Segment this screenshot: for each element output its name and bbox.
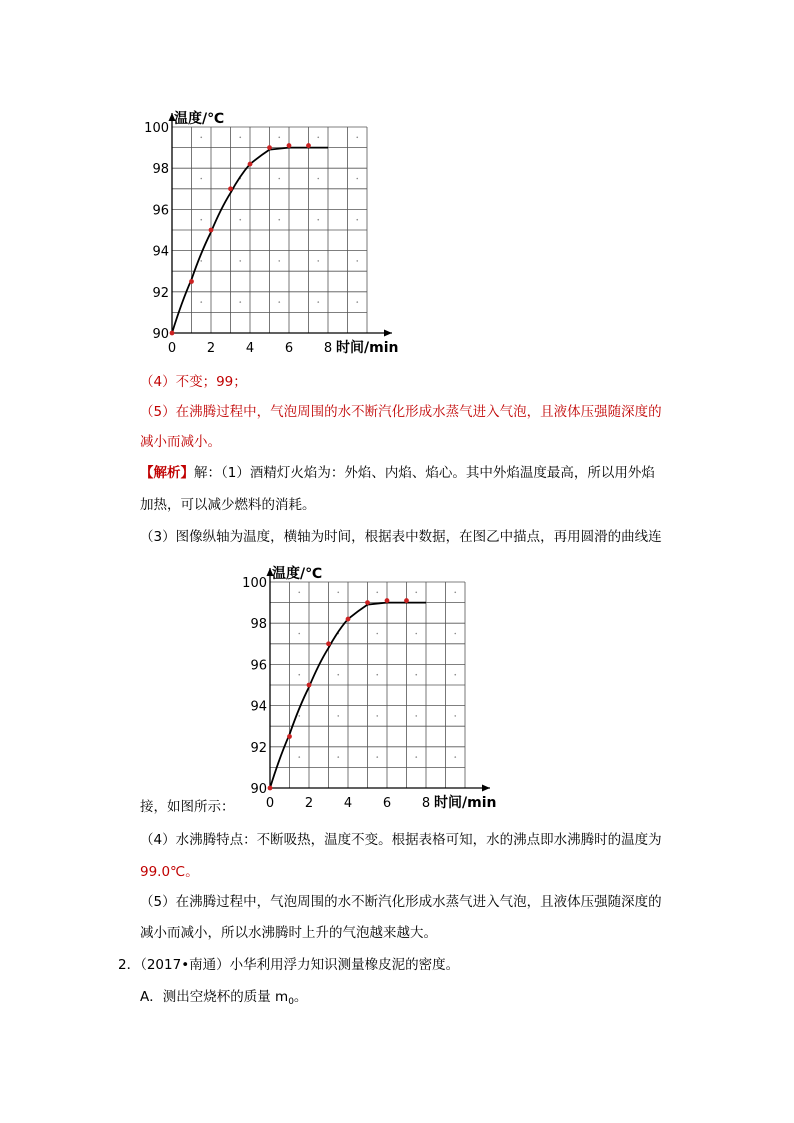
x-tick-label: 8 [421, 796, 431, 811]
analysis-3-line-2: 接，如图所示： [140, 799, 235, 815]
grid-dot [239, 301, 241, 303]
grid-dot [415, 674, 417, 676]
data-point [189, 279, 194, 284]
answer-5-line-1: （5）在沸腾过程中，气泡周围的水不断汽化形成水蒸气进入气泡，且液体压强随深度的 [140, 404, 662, 420]
chart-svg-1 [140, 105, 420, 360]
data-point [287, 143, 292, 148]
grid-dot [376, 674, 378, 676]
grid-dot [200, 178, 202, 180]
grid-dot [200, 301, 202, 303]
x-tick-label: 0 [167, 341, 177, 356]
data-point [248, 162, 253, 167]
data-point [228, 186, 233, 191]
grid-dot [200, 219, 202, 221]
grid-dot [239, 219, 241, 221]
grid-dot [415, 756, 417, 758]
analysis-5-line-1: （5）在沸腾过程中，气泡周围的水不断汽化形成水蒸气进入气泡，且液体压强随深度的 [140, 894, 662, 910]
data-point [209, 228, 214, 233]
y-tick-label: 96 [152, 203, 169, 219]
x-tick-label: 6 [284, 341, 294, 356]
y-tick-label: 92 [250, 740, 267, 756]
y-axis-title: 温度/℃ [272, 566, 323, 582]
x-axis-arrow [482, 785, 490, 792]
y-tick-label: 94 [152, 244, 169, 260]
grid-dot [298, 633, 300, 635]
x-axis-arrow [384, 330, 392, 337]
y-tick-label: 90 [152, 327, 169, 342]
data-point [404, 598, 409, 603]
grid-dot [278, 301, 280, 303]
answer-4: （4）不变；99； [140, 374, 247, 390]
data-point [306, 143, 311, 148]
analysis-3-line-1: （3）图像纵轴为温度，横轴为时间，根据表中数据，在图乙中描点，再用圆滑的曲线连 [140, 529, 662, 545]
question-2: 2．（2017•南通）小华利用浮力知识测量橡皮泥的密度。 [118, 957, 460, 973]
x-axis-title: 时间/min [336, 340, 399, 356]
grid-dot [200, 137, 202, 139]
grid-dot [376, 715, 378, 717]
chart-temperature-time-1 [140, 105, 420, 360]
step-a-end: 。 [293, 989, 308, 1005]
grid-dot [356, 260, 358, 262]
data-point [307, 683, 312, 688]
grid-dot [278, 260, 280, 262]
data-point [326, 641, 331, 646]
data-point [267, 145, 272, 150]
grid-dot [415, 592, 417, 594]
grid-dot [317, 137, 319, 139]
grid-dot [200, 260, 202, 262]
grid-dot [356, 301, 358, 303]
y-tick-label: 100 [144, 121, 169, 136]
grid-dot [278, 219, 280, 221]
y-tick-label: 90 [250, 782, 267, 797]
grid-dot [298, 715, 300, 717]
data-point [346, 617, 351, 622]
data-point [268, 786, 273, 791]
analysis-4-line-1: （4）水沸腾特点：不断吸热，温度不变。根据表格可知，水的沸点即水沸腾时的温度为 [140, 832, 662, 848]
data-point [287, 734, 292, 739]
grid-dot [317, 178, 319, 180]
chart-temperature-time-2 [238, 560, 518, 815]
analysis-1-line-2: 加热，可以减少燃料的消耗。 [140, 497, 316, 513]
grid-dot [356, 137, 358, 139]
y-tick-label: 98 [250, 617, 267, 633]
grid-dot [337, 756, 339, 758]
answer-5-line-2: 减小而减小。 [140, 434, 221, 450]
grid-dot [317, 260, 319, 262]
x-tick-label: 6 [382, 796, 392, 811]
grid-dot [454, 592, 456, 594]
x-tick-label: 4 [343, 796, 353, 811]
grid-dot [454, 633, 456, 635]
analysis-4-line-2: 99.0℃。 [140, 864, 199, 880]
grid-dot [454, 715, 456, 717]
data-point [385, 598, 390, 603]
y-tick-label: 96 [250, 658, 267, 674]
grid-dot [376, 633, 378, 635]
grid-dot [239, 260, 241, 262]
grid-dot [278, 137, 280, 139]
analysis-tag: 【解析】 [140, 465, 194, 481]
grid-dot [415, 633, 417, 635]
data-point [170, 331, 175, 336]
grid-dot [415, 715, 417, 717]
grid-dot [356, 178, 358, 180]
y-axis-title: 温度/℃ [174, 111, 225, 127]
x-tick-label: 4 [245, 341, 255, 356]
step-a-text: A．测出空烧杯的质量 m [140, 989, 289, 1005]
grid-dot [454, 674, 456, 676]
grid-dot [278, 178, 280, 180]
chart-svg-2 [238, 560, 518, 815]
grid-dot [337, 592, 339, 594]
grid-dot [298, 674, 300, 676]
grid-dot [356, 219, 358, 221]
x-tick-label: 2 [304, 796, 314, 811]
analysis-1-text: 解：（1）酒精灯火焰为：外焰、内焰、焰心。其中外焰温度最高，所以用外焰 [194, 465, 655, 481]
grid-dot [454, 756, 456, 758]
question-2-step-a [140, 987, 307, 1012]
y-tick-label: 100 [242, 576, 267, 591]
data-point [365, 600, 370, 605]
grid-dot [376, 756, 378, 758]
grid-dot [317, 301, 319, 303]
grid-dot [376, 592, 378, 594]
y-tick-label: 98 [152, 162, 169, 178]
y-tick-label: 94 [250, 699, 267, 715]
grid-dot [317, 219, 319, 221]
analysis-5-line-2: 减小而减小，所以水沸腾时上升的气泡越来越大。 [140, 925, 437, 941]
grid-dot [298, 592, 300, 594]
grid-dot [239, 137, 241, 139]
grid-dot [337, 674, 339, 676]
y-tick-label: 92 [152, 285, 169, 301]
x-axis-title: 时间/min [434, 795, 497, 811]
grid-dot [298, 756, 300, 758]
x-tick-label: 2 [206, 341, 216, 356]
analysis-1-line-1 [140, 463, 655, 483]
x-tick-label: 8 [323, 341, 333, 356]
x-tick-label: 0 [265, 796, 275, 811]
step-a-subscript: 0 [288, 997, 294, 1007]
grid-dot [337, 715, 339, 717]
